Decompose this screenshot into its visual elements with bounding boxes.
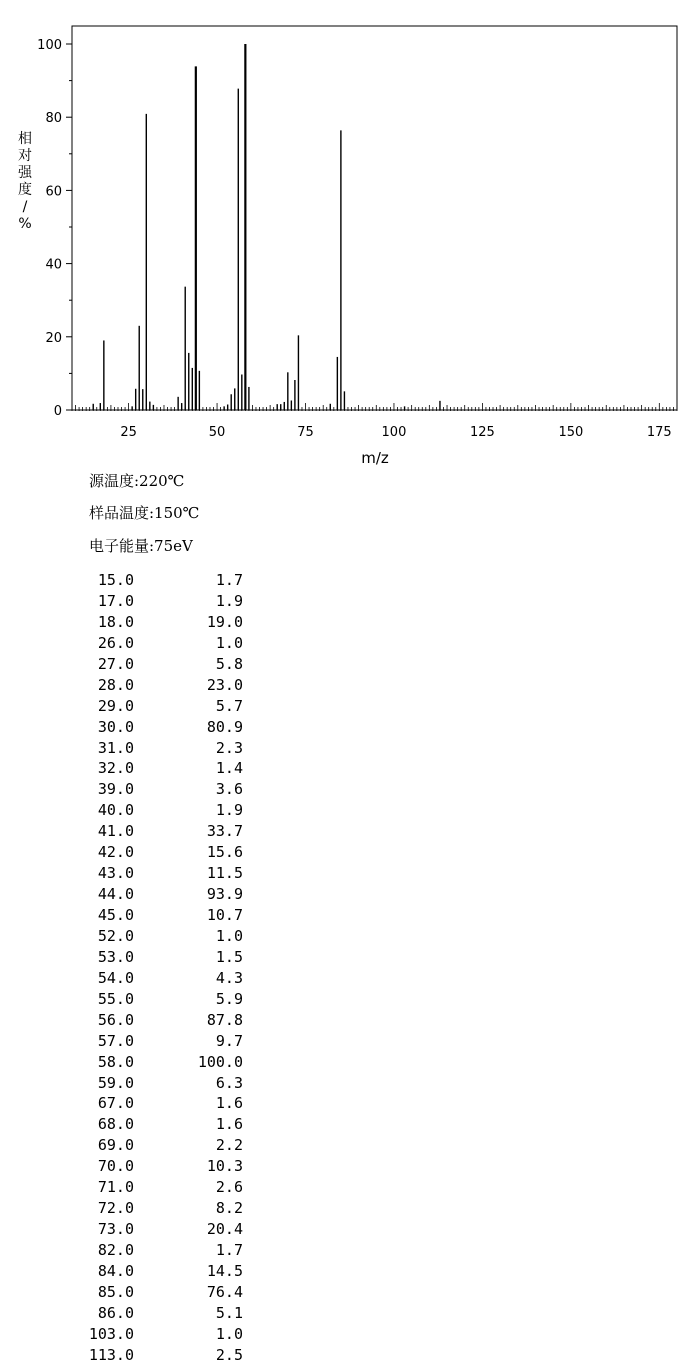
mz-value: 52.0 [97, 926, 134, 945]
relative-intensity-value: 10.7 [206, 906, 243, 924]
mz-value: 71.0 [97, 1178, 134, 1197]
mz-value: 17.0 [97, 591, 134, 610]
y-axis-label-char: / [22, 199, 28, 215]
mz-value: 54.0 [97, 968, 134, 987]
mz-value: 70.0 [97, 1157, 134, 1176]
y-axis-label-char: 对 [18, 148, 32, 164]
relative-intensity-value: 93.9 [206, 885, 243, 904]
x-tick-label: 75 [297, 425, 314, 440]
mz-value: 39.0 [97, 780, 134, 799]
y-tick-label: 40 [45, 257, 62, 273]
mz-value: 42.0 [97, 843, 134, 862]
y-axis-label-char: % [18, 216, 32, 232]
mz-value: 28.0 [97, 675, 134, 694]
y-tick-label: 0 [53, 404, 62, 419]
mz-value: 41.0 [97, 822, 134, 841]
mz-value: 73.0 [97, 1220, 134, 1239]
relative-intensity-value: 5.7 [215, 696, 243, 715]
x-tick-label: 100 [381, 425, 407, 440]
x-tick-label: 150 [558, 425, 584, 440]
mass-spectrum-chart [0, 0, 687, 470]
x-tick-label: 125 [469, 425, 495, 440]
mz-value: 43.0 [97, 864, 134, 883]
relative-intensity-value: 5.9 [215, 989, 243, 1008]
x-tick-label: 50 [208, 425, 226, 440]
mz-value: 26.0 [97, 633, 134, 652]
mz-value: 55.0 [97, 989, 134, 1008]
y-axis-label [14, 131, 36, 233]
relative-intensity-value: 1.9 [215, 591, 243, 610]
mz-value: 67.0 [97, 1094, 134, 1113]
relative-intensity-value: 2.6 [215, 1178, 243, 1197]
relative-intensity-value: 20.4 [206, 1220, 243, 1239]
mz-value: 18.0 [97, 612, 134, 631]
mz-value: 58.0 [97, 1052, 134, 1071]
relative-intensity-value: 19.0 [206, 612, 243, 631]
relative-intensity-value: 76.4 [206, 1282, 243, 1301]
mz-value: 72.0 [97, 1199, 134, 1218]
relative-intensity-value: 5.8 [215, 654, 243, 673]
mz-value: 44.0 [97, 885, 134, 904]
mz-value: 15.0 [97, 571, 134, 589]
relative-intensity-value: 9.7 [215, 1031, 243, 1050]
mz-value: 27.0 [97, 654, 134, 673]
relative-intensity-value: 80.9 [206, 717, 243, 736]
x-tick-label: 25 [120, 425, 137, 440]
relative-intensity-value: 1.5 [215, 947, 243, 966]
x-axis-label: m/z [361, 449, 389, 467]
mz-value: 103.0 [88, 1324, 134, 1343]
mz-value: 82.0 [97, 1241, 134, 1259]
y-tick-label: 20 [45, 330, 62, 346]
relative-intensity-value: 1.7 [215, 571, 243, 589]
relative-intensity-value: 1.6 [215, 1094, 243, 1113]
y-axis-label-char: 相 [18, 131, 32, 147]
relative-intensity-value: 1.9 [215, 801, 243, 820]
y-tick-label: 80 [45, 111, 62, 127]
relative-intensity-value: 87.8 [206, 1010, 243, 1029]
relative-intensity-value: 23.0 [206, 675, 243, 694]
mz-value: 45.0 [97, 906, 134, 924]
relative-intensity-value: 5.1 [215, 1303, 243, 1322]
mz-value: 57.0 [97, 1031, 134, 1050]
sample-temperature: 样品温度:150℃ [89, 504, 200, 522]
relative-intensity-value: 15.6 [206, 843, 243, 862]
y-tick-label: 100 [37, 38, 62, 53]
plot-frame [72, 26, 677, 410]
mz-value: 56.0 [97, 1010, 134, 1029]
y-axis-ticks [37, 38, 72, 419]
relative-intensity-value: 14.5 [206, 1261, 243, 1280]
mz-value: 69.0 [97, 1136, 134, 1155]
relative-intensity-value: 1.4 [215, 759, 243, 778]
mz-value: 85.0 [97, 1282, 134, 1301]
spectrum-peaks [93, 44, 440, 410]
relative-intensity-value: 1.0 [215, 633, 243, 652]
relative-intensity-value: 8.2 [215, 1199, 243, 1218]
relative-intensity-value: 2.2 [215, 1136, 243, 1155]
electron-energy: 电子能量:75eV [89, 537, 193, 555]
mz-value: 53.0 [97, 947, 134, 966]
mz-value: 84.0 [97, 1261, 134, 1280]
y-axis-label-char: 强 [18, 165, 32, 181]
x-tick-label: 175 [646, 425, 672, 440]
mz-value: 59.0 [97, 1073, 134, 1092]
y-tick-label: 60 [45, 184, 62, 200]
relative-intensity-value: 3.6 [215, 780, 243, 799]
relative-intensity-value: 6.3 [215, 1073, 243, 1092]
relative-intensity-value: 11.5 [206, 864, 243, 883]
mz-value: 32.0 [97, 759, 134, 778]
relative-intensity-value: 1.0 [215, 926, 243, 945]
relative-intensity-value: 1.7 [215, 1241, 243, 1259]
mz-value: 113.0 [88, 1345, 134, 1364]
mz-value: 29.0 [97, 696, 134, 715]
mz-value: 68.0 [97, 1115, 134, 1134]
mz-value: 31.0 [97, 738, 134, 757]
relative-intensity-value: 1.6 [215, 1115, 243, 1134]
relative-intensity-value: 10.3 [206, 1157, 243, 1176]
relative-intensity-value: 1.0 [215, 1324, 243, 1343]
mz-value: 40.0 [97, 801, 134, 820]
relative-intensity-value: 100.0 [197, 1052, 243, 1071]
source-temperature: 源温度:220℃ [89, 472, 185, 490]
y-axis-label-char: 度 [18, 182, 32, 198]
mz-value: 30.0 [97, 717, 134, 736]
mz-value: 86.0 [97, 1303, 134, 1322]
relative-intensity-value: 2.5 [215, 1345, 243, 1364]
relative-intensity-value: 33.7 [206, 822, 243, 841]
relative-intensity-value: 2.3 [215, 738, 243, 757]
relative-intensity-value: 4.3 [215, 968, 243, 987]
x-axis-ticks [72, 403, 677, 440]
